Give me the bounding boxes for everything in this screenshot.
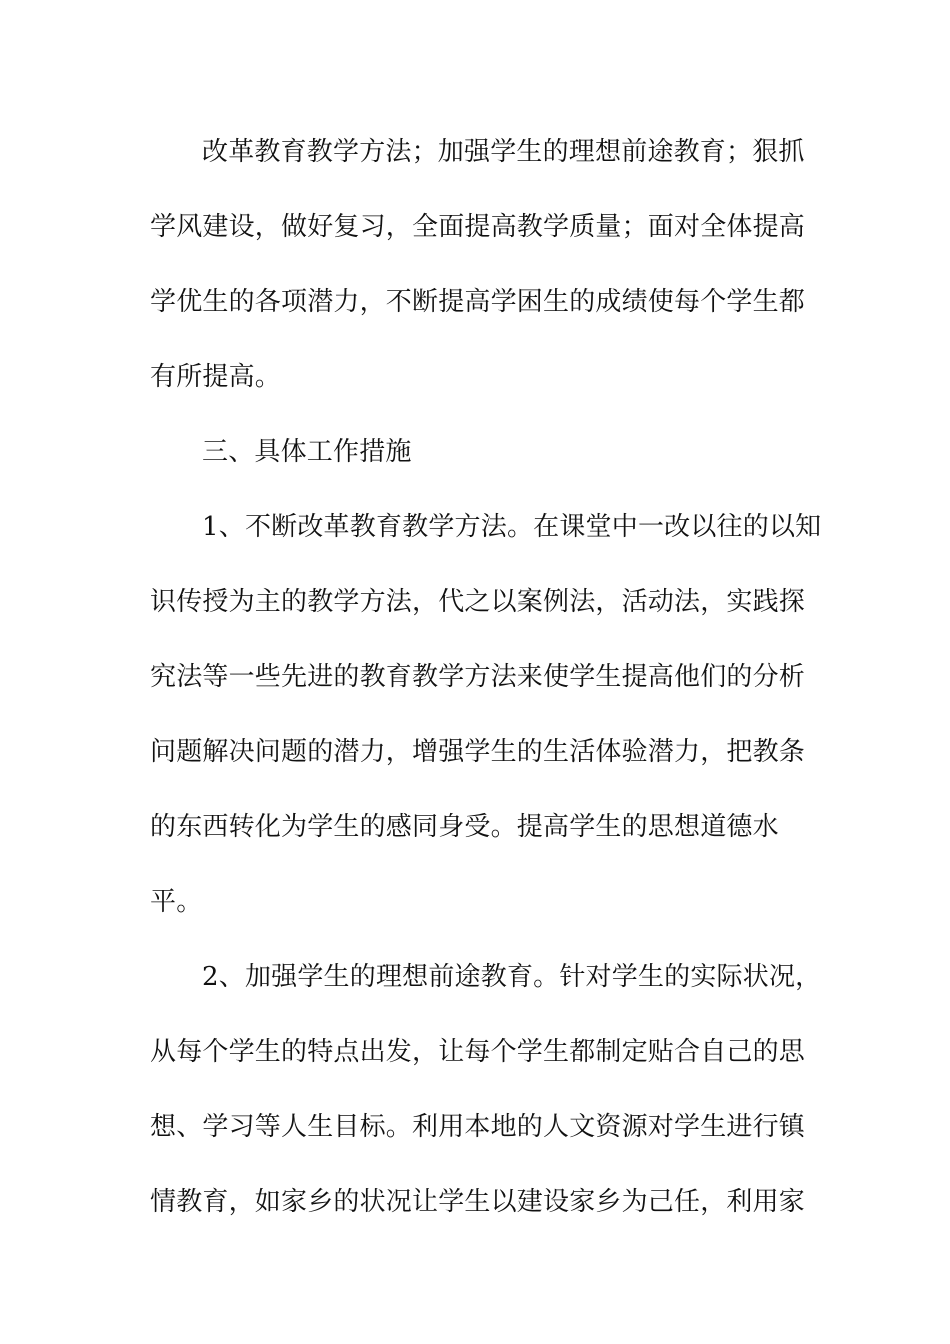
text-line: 学风建设，做好复习，全面提高教学质量；面对全体提高 — [150, 212, 806, 242]
text-line: 想、学习等人生目标。利用本地的人文资源对学生进行镇 — [150, 1112, 806, 1142]
text-line: 有所提高。 — [150, 362, 282, 392]
text-line: 学优生的各项潜力，不断提高学困生的成绩使每个学生都 — [150, 287, 806, 317]
text-line: 问题解决问题的潜力，增强学生的生活体验潜力，把教条 — [150, 737, 806, 767]
section-heading: 三、具体工作措施 — [202, 437, 412, 467]
text-line: 从每个学生的特点出发，让每个学生都制定贴合自己的思 — [150, 1037, 806, 1067]
text-line: 的东西转化为学生的感同身受。提高学生的思想道德水 — [150, 812, 779, 842]
text-line: 究法等一些先进的教育教学方法来使学生提高他们的分析 — [150, 662, 806, 692]
text-line: 情教育，如家乡的状况让学生以建设家乡为己任，利用家 — [150, 1187, 806, 1217]
text-line: 识传授为主的教学方法，代之以案例法，活动法，实践探 — [150, 587, 806, 617]
text-line: 改革教育教学方法；加强学生的理想前途教育；狠抓 — [202, 137, 805, 167]
text-line: 2、加强学生的理想前途教育。针对学生的实际状况， — [202, 962, 822, 992]
text-line: 平。 — [150, 887, 203, 917]
text-line: 1、不断改革教育教学方法。在课堂中一改以往的以知 — [202, 512, 822, 542]
